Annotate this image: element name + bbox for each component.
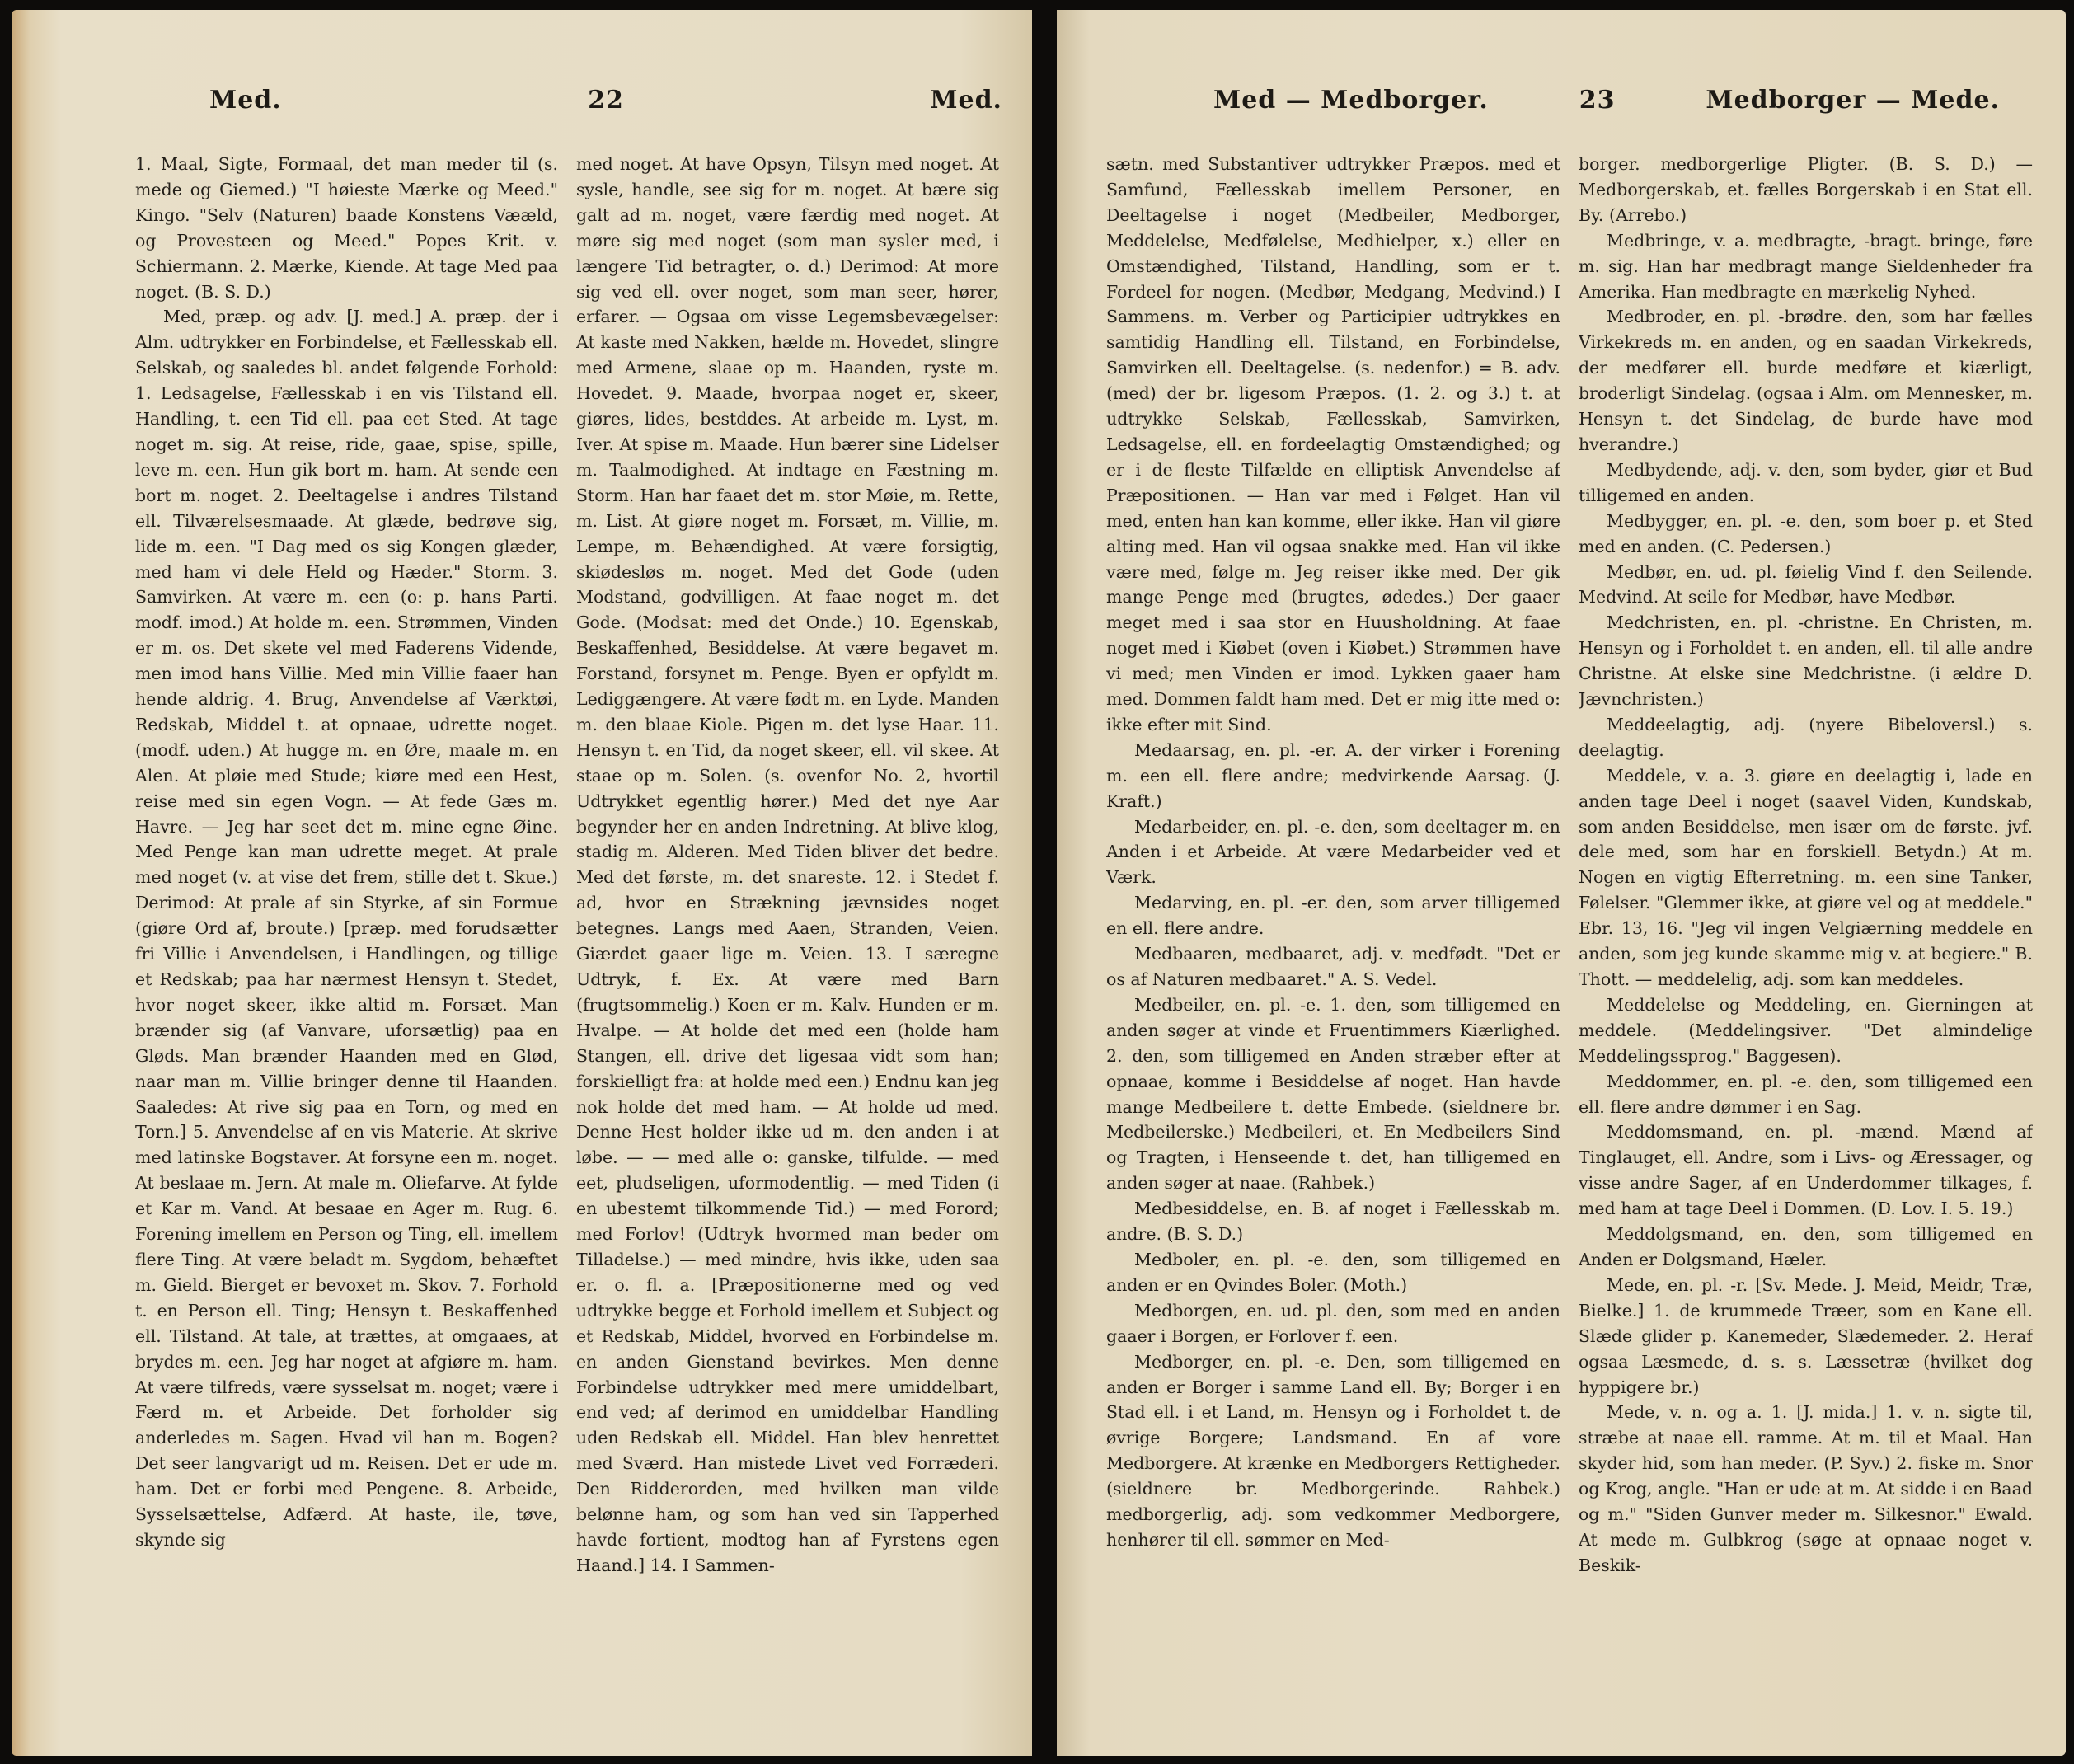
right-columns bbox=[1106, 152, 2033, 1579]
dictionary-entry: Medbesiddelse, en. B. af noget i Fællesskab m. andre. (B. S. D.) bbox=[1106, 1199, 1560, 1245]
dictionary-entry: Mede, v. n. og a. 1. [J. mida.] 1. v. n. sigte til, stræbe at naae ell. ramme. At m. til et Maal. Han skyder hid, som han meder. (P. Syv.) 2. fiske m. Snor og Krog, angle. "Han er ude at m. At sidde i en Baad og m." "Siden Gunver meder m. Silkesnor." Ewald. At mede m. Gulbkrog (søge at opnaae noget v. Beskik- bbox=[1579, 1402, 2033, 1575]
dictionary-entry: Medbaaren, medbaaret, adj. v. medfødt. "Det er os af Naturen medbaaret." A. S. Vedel. bbox=[1106, 944, 1560, 989]
page-number-22: 22 bbox=[588, 86, 624, 115]
dictionary-entry: Medbør, en. ud. pl. føielig Vind f. den Seilende. Medvind. At seile for Medbør, have Medbør. bbox=[1579, 561, 2033, 608]
left-column-2 bbox=[576, 152, 999, 1579]
dictionary-entry: Medbygger, en. pl. -e. den, som boer p. et Sted med en anden. (C. Pedersen.) bbox=[1579, 510, 2033, 556]
dictionary-entry: Medboler, en. pl. -e. den, som tilligemed en anden er en Qvindes Boler. (Moth.) bbox=[1106, 1249, 1560, 1295]
dictionary-entry: Medbroder, en. pl. -brødre. den, som har fælles Virkekreds m. en anden, og en saadan Virkekreds, der medfører ell. burde medføre et kiærligt, broderligt Sindelag. (ogsaa i Alm. om Mennesker, m. Hensyn t. det Sindelag, de burde have mod hverandre.) bbox=[1579, 307, 2033, 454]
right-running-head bbox=[1106, 86, 2033, 130]
right-header-left: Med — Medborger. bbox=[1213, 86, 1489, 115]
left-header-word-right: Med. bbox=[930, 86, 1002, 115]
left-column-1 bbox=[135, 152, 558, 1579]
left-page bbox=[12, 10, 1032, 1756]
left-header-word: Med. bbox=[209, 86, 282, 115]
dictionary-entry: Medarbeider, en. pl. -e. den, som deeltager m. en Anden i et Arbeide. At være Medarbeider ved et Værk. bbox=[1106, 816, 1560, 888]
dictionary-entry: Meddomsmand, en. pl. -mænd. Mænd af Tinglauget, ell. Andre, som i Livs- og Æressager, og visse andre Sager, af en Underdommer tilkages, f. med ham at tage Deel i Dommen. (D. Lov. I. 5. 19.) bbox=[1579, 1122, 2033, 1219]
page-number-23: 23 bbox=[1579, 86, 1616, 115]
dictionary-entry: Meddelelse og Meddeling, en. Gierningen at meddele. (Meddelingsiver. "Det almindelige Meddelingssprog." Baggesen). bbox=[1579, 994, 2033, 1066]
dictionary-entry: Medaarsag, en. pl. -er. A. der virker i Forening m. een ell. flere andre; medvirkende Aarsag. (J. Kraft.) bbox=[1106, 739, 1560, 811]
dictionary-entry: Meddolgsmand, en. den, som tilligemed en Anden er Dolgsmand, Hæler. bbox=[1579, 1224, 2033, 1269]
right-header-right: Medborger — Mede. bbox=[1706, 86, 2000, 115]
dictionary-entry: Meddommer, en. pl. -e. den, som tilligemed een ell. flere andre dømmer i en Sag. bbox=[1579, 1071, 2033, 1117]
dictionary-entry: med noget. At have Opsyn, Tilsyn med noget. At sysle, handle, see sig for m. noget. At bære sig galt ad m. noget, være færdig med noget. At møre sig med noget (som man sysler med, i længere Tid betragter, o. d.) Derimod: At more sig ved ell. over noget, som man seer, hører, erfarer. — Ogsaa om visse Legemsbevægelser: At kaste med Nakken, hælde m. Hovedet, slingre med Armene, slaae op m. Haanden, ryste m. Hovedet. 9. Maade, hvorpaa noget er, skeer, giøres, lides, bestddes. At arbeide m. Lyst, m. Iver. At spise m. Maade. Hun bærer sine Lidelser m. Taalmodighed. At indtage en Fæstning m. Storm. Han har faaet det m. stor Møie, m. Rette, m. List. At giøre noget m. Forsæt, m. Villie, m. Lempe, m. Behændighed. At være forsigtig, skiødesløs m. noget. Med det Gode (uden Modstand, godvilligen. At faae noget m. det Gode. (Modsat: med det Onde.) 10. Egenskab, Beskaffenhed, Besiddelse. At være begavet m. Forstand, forsynet m. Penge. Byen er opfyldt m. Lediggængere. At være født m. en Lyde. Manden m. den blaae Kiole. Pigen m. det lyse Haar. 11. Hensyn t. en Tid, da noget skeer, ell. vil skee. At staae op m. Solen. (s. ovenfor No. 2, hvortil Udtrykket egentlig hører.) Med det nye Aar begynder her en anden Indretning. At blive klog, stadig m. Alderen. Med Tiden bliver det bedre. Med det første, m. det snareste. 12. i Stedet f. ad, hvor en Strækning jævnsides noget betegnes. Langs med Aaen, Stranden, Veien. Giærdet gaaer lige m. Veien. 13. I særegne Udtryk, f. Ex. At være med Barn (frugtsommelig.) Koen er m. Kalv. Hunden er m. Hvalpe. — At holde det med een (holde ham Stangen, ell. drive det ligesaa vidt som han; forskielligt fra: at holde med een.) Endnu kan jeg nok holde det med ham. — At holde ud med. Denne Hest holder ikke ud m. den anden i at løbe. — — med alle o: ganske, tilfulde. — med eet, pludseligen, uformodentlig. — med Tiden (i en ubestemt tilkommende Tid.) — med Forord; med Forlov! (Udtryk hvormed man beder om Tilladelse.) — med mindre, hvis ikke, uden saa er. o. fl. a. [Præpositionerne med og ved udtrykke begge et Forhold imellem et Subject og et Redskab, Middel, hvorved en Forbindelse m. en anden Gienstand bevirkes. Men denne Forbindelse udtrykker med mere umiddelbart, end ved; af derimod en umiddelbar Handling uden Redskab ell. Middel. Han blev henrettet med Sværd. Han mistede Livet ved Forræderi. Den Ridderorden, med hvilken man vilde belønne ham, og som han ved sin Tapperhed havde fortient, modtog han af Fyrstens egen Haand.] 14. I Sammen- bbox=[576, 154, 999, 1575]
dictionary-entry: Medborgen, en. ud. pl. den, som med en anden gaaer i Borgen, er Forlover f. een. bbox=[1106, 1300, 1560, 1346]
left-columns bbox=[135, 152, 1011, 1579]
right-page bbox=[1057, 10, 2066, 1756]
dictionary-entry: Medbydende, adj. v. den, som byder, giør et Bud tilligemed en anden. bbox=[1579, 459, 2033, 505]
dictionary-entry: Medborger, en. pl. -e. Den, som tilligemed en anden er Borger i samme Land ell. By; Borger i en Stad ell. i et Land, m. Hensyn og i Forholdet t. de øvrige Borgere; Landsmand. En af vore Medborgere. At krænke en Medborgers Rettigheder. (sieldnere br. Medborgerinde. Rahbek.) medborgerlig, adj. som vedkommer Medborgere, henhører til ell. sømmer en Med- bbox=[1106, 1351, 1560, 1550]
dictionary-entry: Meddele, v. a. 3. giøre en deelagtig i, lade en anden tage Deel i noget (saavel Viden, Kundskab, som anden Besiddelse, men især om de første. jvf. dele med, som har en forskiell. Betydn.) At m. Nogen en vigtig Efterretning. m. een sine Tanker, Følelser. "Glemmer ikke, at giøre vel og at meddele." Ebr. 13, 16. "Jeg vil ingen Velgiærning meddele en anden, som jeg kunde skamme mig v. at begiere." B. Thott. — meddelelig, adj. som kan meddeles. bbox=[1579, 765, 2033, 989]
dictionary-entry: Meddeelagtig, adj. (nyere Bibeloversl.) s. deelagtig. bbox=[1579, 714, 2033, 760]
right-column-1 bbox=[1106, 152, 1560, 1579]
dictionary-entry: Medarving, en. pl. -er. den, som arver tilligemed en ell. flere andre. bbox=[1106, 893, 1560, 939]
dictionary-entry: Medbeiler, en. pl. -e. 1. den, som tilligemed en anden søger at vinde et Fruentimmers Kiærlighed. 2. den, som tilligemed en Anden stræber efter at opnaae, komme i Besiddelse af noget. Han havde mange Medbeilere t. dette Embede. (sieldnere br. Medbeilerske.) Medbeileri, et. En Medbeilers Sind og Tragten, i Henseende t. det, han tilligemed en anden søger at naae. (Rahbek.) bbox=[1106, 994, 1560, 1194]
dictionary-entry: Medchristen, en. pl. -christne. En Christen, m. Hensyn og i Forholdet t. en anden, ell. til alle andre Christne. At elske sine Medchristne. (i ældre D. Jævnchristen.) bbox=[1579, 612, 2033, 710]
dictionary-entry: borger. medborgerlige Pligter. (B. S. D.) — Medborgerskab, et. fælles Borgerskab i en Stat ell. By. (Arrebo.) bbox=[1579, 154, 2033, 225]
left-running-head bbox=[135, 86, 1011, 130]
dictionary-entry: Medbringe, v. a. medbragte, -bragt. bringe, føre m. sig. Han har medbragt mange Sieldenheder fra Amerika. Han medbragte en mærkelig Nyhed. bbox=[1579, 230, 2033, 302]
dictionary-entry-med: Med, præp. og adv. [J. med.] A. præp. der i Alm. udtrykker en Forbindelse, et Fællesskab ell. Selskab, og saaledes bl. andet følgende Forhold: 1. Ledsagelse, Fællesskab i en vis Tilstand ell. Handling, t. een Tid ell. paa eet Sted. At tage noget m. sig. At reise, ride, gaae, spise, spille, leve m. een. Hun gik bort m. ham. At sende een bort m. noget. 2. Deeltagelse i andres Tilstand ell. Tilværelsesmaade. At glæde, bedrøve sig, lide m. een. "I Dag med os sig Kongen glæder, med ham vi dele Held og Hæder." Storm. 3. Samvirken. At være m. een (o: p. hans Parti. modf. imod.) At holde m. een. Strømmen, Vinden er m. os. Det skete vel med Faderens Vidende, men imod hans Villie. Med min Villie faaer han hende aldrig. 4. Brug, Anvendelse af Værktøi, Redskab, Middel t. at opnaae, udrette noget. (modf. uden.) At hugge m. en Øre, maale m. en Alen. At pløie med Stude; kiøre med een Hest, reise med sin egen Vogn. — At fede Gæs m. Havre. — Jeg har seet det m. mine egne Øine. Med Penge kan man udrette meget. At prale med noget (v. at vise det frem, stille det t. Skue.) Derimod: At prale af sin Styrke, af sin Formue (giøre Ord af, broute.) [præp. med forudsætter fri Villie i Anvendelsen, i Handlingen, og tillige et Redskab; paa har nærmest Hensyn t. Stedet, hvor noget skeer, ikke altid m. Forsæt. Man brænder sig (af Vanvare, uforsætlig) paa en Gløds. Man brænder Haanden med en Glød, naar man m. Villie bringer denne til Haanden. Saaledes: At rive sig paa en Torn, og med en Torn.] 5. Anvendelse af en vis Materie. At skrive med latinske Bogstaver. At forsyne een m. noget. At beslaae m. Jern. At male m. Oliefarve. At fylde et Kar m. Vand. At besaae en Ager m. Rug. 6. Forening imellem en Person og Ting, ell. imellem flere Ting. At være beladt m. Sygdom, behæftet m. Gield. Bierget er bevoxet m. Skov. 7. Forhold t. en Person ell. Ting; Hensyn t. Beskaffenhed ell. Tilstand. At tale, at trættes, at omgaaes, at brydes m. een. Jeg har noget at afgiøre m. ham. At være tilfreds, være sysselsat m. noget; være i Færd m. et Arbeide. Det forholder sig anderledes m. Sagen. Hvad vil han m. Bogen? Det seer langvarigt ud m. Reisen. Det er ude m. ham. Det er forbi med Pengene. 8. Arbeide, Sysselsættelse, Adfærd. At haste, ile, tøve, skynde sig bbox=[135, 307, 558, 1550]
dictionary-entry: 1. Maal, Sigte, Formaal, det man meder til (s. mede og Giemed.) "I høieste Mærke og Meed." Kingo. "Selv (Naturen) baade Konstens Vææld, og Provesteen og Meed." Popes Krit. v. Schiermann. 2. Mærke, Kiende. At tage Med paa noget. (B. S. D.) bbox=[135, 154, 558, 302]
dictionary-entry: Mede, en. pl. -r. [Sv. Mede. J. Meid, Meidr, Træ, Bielke.] 1. de krummede Træer, som en Kane ell. Slæde glider p. Kanemeder, Slædemeder. 2. Heraf ogsaa Læsmede, d. s. s. Læssetræ (hvilket dog hyppigere br.) bbox=[1579, 1274, 2033, 1397]
dictionary-entry: sætn. med Substantiver udtrykker Præpos. med et Samfund, Fællesskab imellem Personer, en Deeltagelse i noget (Medbeiler, Medborger, Meddelelse, Medfølelse, Medhielper, x.) eller en Omstændighed, Tilstand, Handling, som er t. Fordeel for nogen. (Medbør, Medgang, Medvind.) I Sammens. m. Verber og Participier udtrykkes en samtidig Handling ell. Tilstand, en Forbindelse, Samvirken ell. Deeltagelse. (s. nedenfor.) = B. adv. (med) der br. ligesom Præpos. (1. 2. og 3.) t. at udtrykke Selskab, Fællesskab, Samvirken, Ledsagelse, ell. en fordeelagtig Omstændighed; og er i de fleste Tilfælde en elliptisk Anvendelse af Præpositionen. — Han var med i Følget. Han vil med, enten han kan komme, eller ikke. Han vil giøre alting med. Han vil ogsaa snakke med. Han vil ikke være med, følge m. Jeg reiser ikke med. Der gik mange Penge med (brugtes, ødedes.) Der gaaer meget med i saa stor en Huusholdning. At faae noget med i Kiøbet (oven i Kiøbet.) Strømmen have vi med; men Vinden er imod. Lykken gaaer ham med. Dommen faldt ham med. Det er mig itte med o: ikke efter mit Sind. bbox=[1106, 154, 1560, 734]
right-column-2 bbox=[1579, 152, 2033, 1579]
